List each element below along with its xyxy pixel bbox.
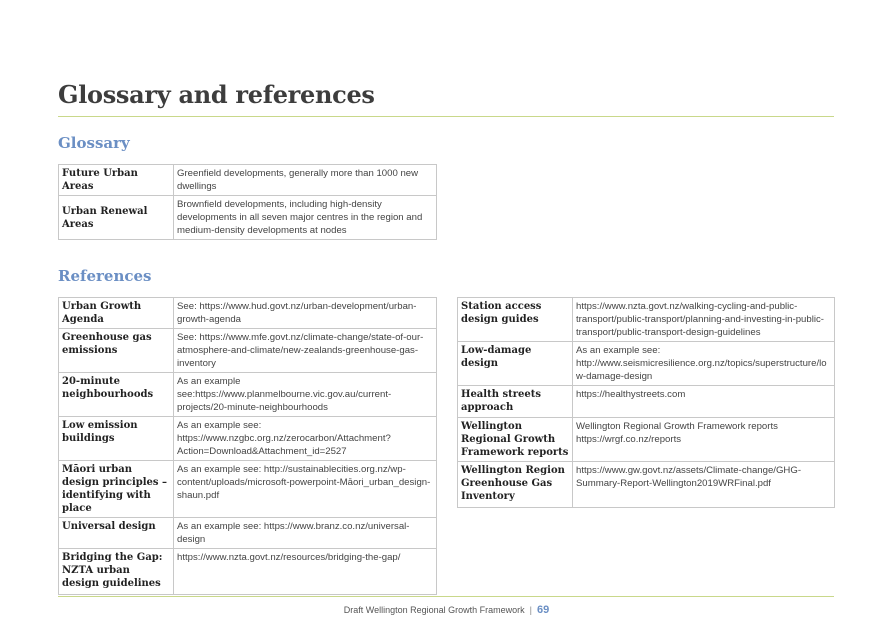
glossary-definition: Greenfield developments, generally more than 1000 new dwellings xyxy=(174,165,437,196)
footer-separator: | xyxy=(529,605,532,615)
reference-link[interactable]: As an example see: https://www.nzgbc.org.nz/zerocarbon/Attachment?Action=Download&Attachment_id=2527 xyxy=(174,417,437,461)
reference-link[interactable]: https://www.nzta.govt.nz/resources/bridging-the-gap/ xyxy=(174,549,437,595)
title-divider xyxy=(58,116,834,117)
reference-link[interactable]: Wellington Regional Growth Framework reports https://wrgf.co.nz/reports xyxy=(573,418,835,462)
table-row xyxy=(59,298,437,329)
reference-term: Greenhouse gas emissions xyxy=(59,329,174,373)
reference-term: Health streets approach xyxy=(458,386,573,418)
table-row xyxy=(59,373,437,417)
table-row xyxy=(458,418,835,462)
reference-term: Universal design xyxy=(59,518,174,549)
glossary-definition: Brownfield developments, including high-density developments in all seven major centres in the region and medium-density developments at nodes xyxy=(174,196,437,240)
reference-link[interactable]: https://healthystreets.com xyxy=(573,386,835,418)
table-row xyxy=(59,196,437,240)
reference-term: Station access design guides xyxy=(458,298,573,342)
reference-link[interactable]: As an example see: http://www.seismicresilience.org.nz/topics/superstructure/low-damage-design xyxy=(573,342,835,386)
table-row xyxy=(59,549,437,595)
table-row xyxy=(59,518,437,549)
glossary-term: Future Urban Areas xyxy=(59,165,174,196)
references-table-right xyxy=(457,297,835,508)
reference-term: Wellington Regional Growth Framework reports xyxy=(458,418,573,462)
reference-term: Bridging the Gap: NZTA urban design guidelines xyxy=(59,549,174,595)
reference-term: Low-damage design xyxy=(458,342,573,386)
table-row xyxy=(458,462,835,508)
table-row xyxy=(458,386,835,418)
page-title: Glossary and references xyxy=(58,80,375,109)
table-row xyxy=(59,329,437,373)
reference-link[interactable]: See: https://www.mfe.govt.nz/climate-change/state-of-our-atmosphere-and-climate/new-zealands-greenhouse-gas-inventory xyxy=(174,329,437,373)
glossary-term: Urban Renewal Areas xyxy=(59,196,174,240)
reference-link[interactable]: https://www.gw.govt.nz/assets/Climate-change/GHG-Summary-Report-Wellington2019WRFinal.pdf xyxy=(573,462,835,508)
reference-term: 20-minute neighbourhoods xyxy=(59,373,174,417)
footer-document-title: Draft Wellington Regional Growth Framework xyxy=(343,605,525,615)
page-footer xyxy=(0,604,893,616)
references-table-left xyxy=(58,297,437,595)
glossary-table xyxy=(58,164,437,240)
references-heading: References xyxy=(58,267,152,285)
reference-term: Māori urban design principles – identifying with place xyxy=(59,461,174,518)
page-number: 69 xyxy=(537,604,550,616)
reference-term: Low emission buildings xyxy=(59,417,174,461)
reference-link[interactable]: https://www.nzta.govt.nz/walking-cycling-and-public-transport/public-transport/planning-and-investing-in-public-transport/public-transport-design-guidelines xyxy=(573,298,835,342)
reference-link[interactable]: As an example see:https://www.planmelbourne.vic.gov.au/current-projects/20-minute-neighbourhoods xyxy=(174,373,437,417)
table-row xyxy=(458,298,835,342)
table-row xyxy=(59,461,437,518)
reference-term: Wellington Region Greenhouse Gas Inventory xyxy=(458,462,573,508)
table-row xyxy=(59,165,437,196)
reference-term: Urban Growth Agenda xyxy=(59,298,174,329)
reference-link[interactable]: As an example see: http://sustainablecities.org.nz/wp-content/uploads/microsoft-powerpoint-Māori_urban_design-shaun.pdf xyxy=(174,461,437,518)
reference-link[interactable]: As an example see: https://www.branz.co.nz/universal-design xyxy=(174,518,437,549)
footer-divider xyxy=(58,596,834,597)
table-row xyxy=(59,417,437,461)
table-row xyxy=(458,342,835,386)
reference-link[interactable]: See: https://www.hud.govt.nz/urban-development/urban-growth-agenda xyxy=(174,298,437,329)
glossary-heading: Glossary xyxy=(58,134,130,152)
